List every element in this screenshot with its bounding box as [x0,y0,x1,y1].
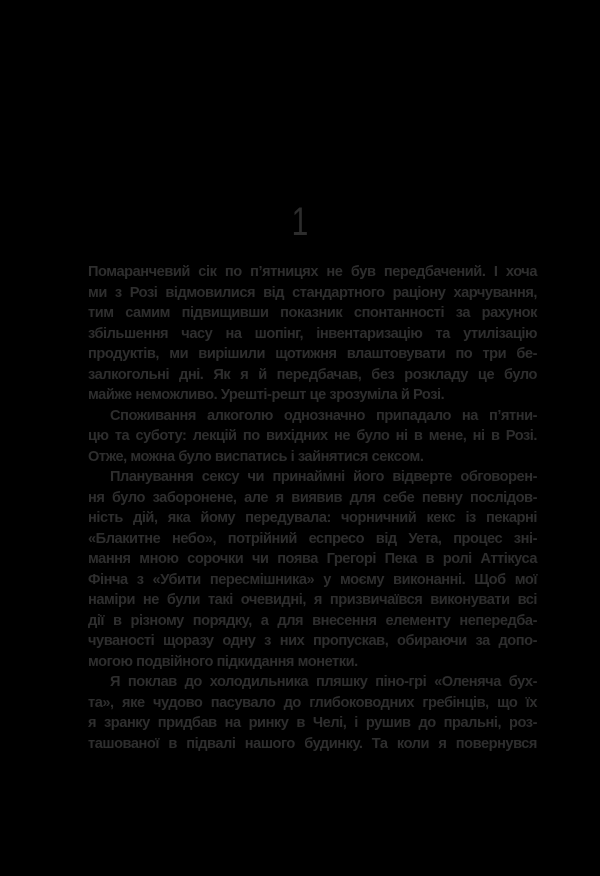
text-line: ня було заборонене, але я виявив для себе певну послідов- [88,489,537,506]
text-line: збільшення часу на шопінг, інвентаризацію та утилізацію [88,325,537,342]
text-line: могою подвійного підкидання монетки. [88,653,358,670]
text-line: я зранку придбав на ринку в Челі, і рушив до пральні, роз- [88,715,537,731]
text-line: Планування сексу чи принаймні його відверте обговорен- [110,469,537,485]
text-line: Я поклав до холодильника пляшку піно-грі «Оленяча бух- [110,674,537,690]
text-line: ність дій, яка йому передувала: чорничний кекс із пекарні [88,510,537,526]
text-line: залкогольні дні. Як я й передбачав, без розкладу це було [88,366,537,383]
text-line: продуктів, ми вирішили щотижня влаштовувати по три бе- [88,346,537,362]
text-line: Споживання алкоголю однозначно припадало на п’ятни- [110,407,537,424]
text-line: Помаранчевий сік по п’ятницях не був передбачений. І хоча [88,264,537,280]
chapter-number: 1 [291,200,309,244]
text-line: «Блакитне небо», потрійний еспресо від Уета, процес зні- [88,530,537,547]
text-line: цю та суботу: лекцій по вихідних не було ні в мене, ні в Розі. [88,428,537,444]
text-line: та», яке чудово пасувало до глибоководних гребінців, що їх [88,694,537,711]
text-line: чуваності щоразу одну з них пропускав, обираючи за допо- [88,633,537,649]
text-line: дії в різному порядку, а для внесення елементу непередба- [88,612,537,629]
text-line: мання мною сорочки чи поява Грегорі Пека в ролі Аттікуса [88,551,537,567]
text-line: тим самим підвищивши показник спонтанності за рахунок [88,305,537,321]
text-line: Отже, можна було виспатись і зайнятися сексом. [88,448,424,465]
text-line: ми з Розі відмовилися від стандартного раціону харчування, [88,284,537,301]
text-line: майже неможливо. Урешті-решт це зрозуміла й Розі. [88,387,445,403]
text-line: Фінча з «Убити пересмішника» у моєму виконанні. Щоб мої [88,571,537,588]
text-line: наміри не були такі очевидні, я призвичаївся виконувати всі [88,592,537,608]
body-text [88,262,537,754]
text-line: ташованої в підвалі нашого будинку. Та коли я повернувся [88,735,537,752]
